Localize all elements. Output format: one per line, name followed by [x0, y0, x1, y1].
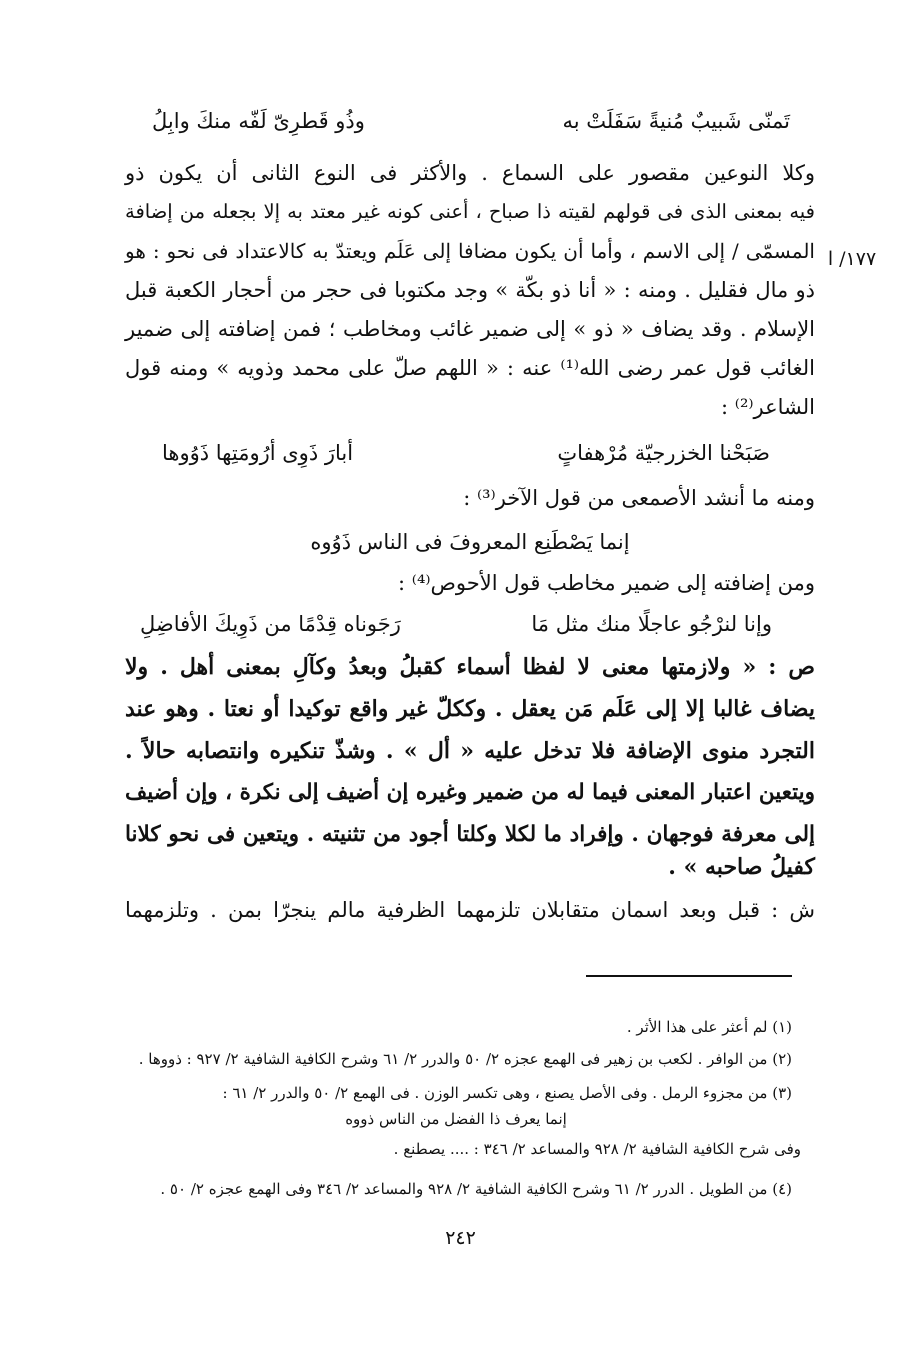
body-line: ومن إضافته إلى ضمير مخاطب قول الأحوص⁽⁴⁾ : [398, 571, 815, 595]
bold-text-line: إلى معرفة فوجهان . وإفراد ما لكلا وكلتا أجود من تثنيته . ويتعين فى نحو كلانا [125, 822, 815, 847]
footnote: (٤) من الطويل . الدرر ٢/ ٦١ وشرح الكافية الشافية ٢/ ٩٢٨ والمساعد ٢/ ٣٤٦ وفى الهمع عجزه ٢/ ٥٠ . [160, 1180, 792, 1198]
page-number: ٢٤٢ [445, 1227, 476, 1249]
bold-text-line: ص : « ولازمتها معنى لا لفظا أسماء كقبلُ وبعدُ وكآلِ بمعنى أهل . ولا [125, 654, 815, 680]
bold-text-line: ويتعين اعتبار المعنى فيما له من ضمير وغيره إن أضيف إلى نكرة ، وإن أضيف [125, 780, 815, 805]
body-line: الإسلام . وقد يضاف « ذو » إلى ضمير غائب ومخاطب ؛ فمن إضافته إلى ضمير [125, 317, 815, 341]
verse-4-left-hemistich: رَجَوناه قِدْمًا من ذَوِيكَ الأفاضِلِ [140, 612, 401, 636]
footnote-verse: إنما يعرف ذا الفضل من الناس ذووه [345, 1110, 567, 1128]
verse-2-right-hemistich: صَبَحْنا الخزرجيّة مُرْهفاتٍ [557, 441, 770, 465]
verse-1-left-hemistich: وذُو قَطرِىّ لَفّه منكَ وابِلُ [152, 109, 365, 133]
verse-2-left-hemistich: أبارَ ذَوِى أرُومَتِها ذَوُوها [162, 441, 354, 465]
footnote-separator [586, 975, 792, 977]
footnote: (٢) من الوافر . لكعب بن زهير فى الهمع عجزه ٢/ ٥٠ والدرر ٢/ ٦١ وشرح الكافية الشافية ٢/ ٩٢٧ : ذووها . [138, 1050, 792, 1068]
body-line: المسمّى / إلى الاسم ، وأما أن يكون مضافا إلى عَلَم ويعتدّ به كالاعتداد فى نحو : هو [125, 239, 815, 263]
verse-4-right-hemistich: وإنا لنرْجُو عاجلًا منك مثل مَا [531, 612, 772, 636]
body-line: وكلا النوعين مقصور على السماع . والأكثر فى النوع الثانى أن يكون ذو [125, 161, 815, 185]
body-line: ومنه ما أنشد الأصمعى من قول الآخر⁽³⁾ : [463, 486, 815, 510]
footnote: (٣) من مجزوء الرمل . وفى الأصل يصنع ، وهى تكسر الوزن . فى الهمع ٢/ ٥٠ والدرر ٢/ ٦١ : [222, 1084, 792, 1102]
body-line: فيه بمعنى الذى فى قولهم لقيته ذا صباح ، أعنى كونه غير معتد به إلا بجعله من إضافة [125, 200, 815, 223]
bold-text-line: يضاف غالبا إلا إلى عَلَم مَن يعقل . وككلّ غير واقع توكيدا أو نعتا . وهو عند [125, 696, 815, 722]
bold-text-line: كفيلُ صاحبه » . [668, 854, 815, 880]
body-line: الشاعر⁽²⁾ : [721, 395, 815, 419]
body-line: الغائب قول عمر رضى الله⁽¹⁾ عنه : « اللهم صلّ على محمد وذويه » ومنه قول [125, 356, 815, 380]
footnote: وفى شرح الكافية الشافية ٢/ ٩٢٨ والمساعد ٢/ ٣٤٦ : .... يصطنع . [393, 1140, 801, 1158]
body-line: ذو مال فقليل . ومنه : « أنا ذو بكّة » وجد مكتوبا فى حجر من أحجار الكعبة قبل [125, 278, 815, 302]
footnote: (١) لم أعثر على هذا الأثر . [626, 1018, 792, 1036]
margin-folio-reference: ١٧٧/ ا [827, 248, 877, 270]
commentary-line: ش : قبل وبعد اسمان متقابلان تلزمهما الظرفية مالم ينجرّا بمن . وتلزمهما [125, 898, 815, 922]
verse-1-right-hemistich: تَمنّى شَبيبٌ مُنيةً سَفَلَتْ به [562, 109, 790, 133]
verse-3: إنما يَصْطَنِع المعروفَ فى الناس ذَوُوه [310, 530, 630, 554]
bold-text-line: التجرد منوى الإضافة فلا تدخل عليه « أل » . وشذّ تنكيره وانتصابه حالاً . [125, 738, 815, 764]
